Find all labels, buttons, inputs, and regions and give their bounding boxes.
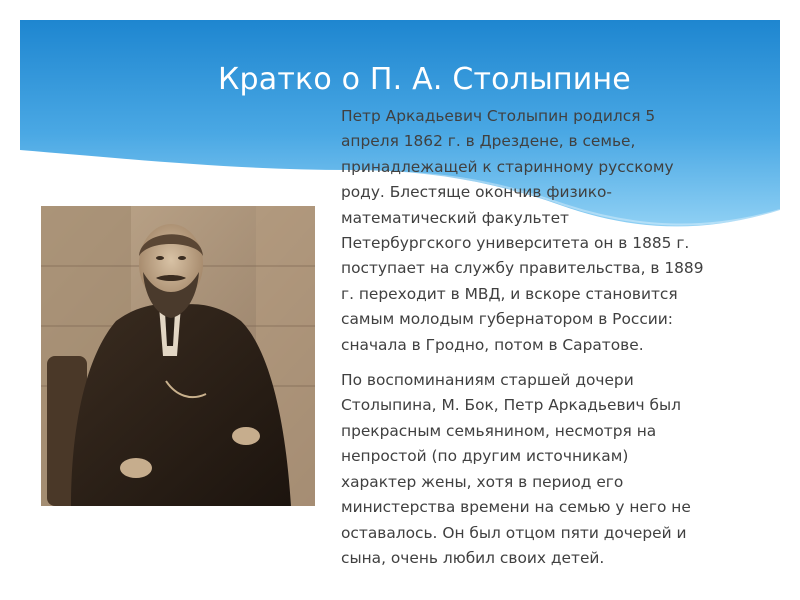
text-line: роду. Блестяще окончив физико-: [341, 183, 612, 202]
text-line: сначала в Гродно, потом в Саратове.: [341, 335, 644, 354]
text-line: непростой (по другим источникам): [341, 447, 629, 466]
text-line: По воспоминаниям старшей дочери: [341, 371, 634, 390]
photo-hand-right: [232, 427, 260, 445]
text-line: сына, очень любил своих детей.: [341, 548, 605, 567]
text-line: принадлежащей к старинному русскому: [341, 157, 674, 176]
text-line: характер жены, хотя в период его: [341, 472, 624, 491]
text-line: г. переходит в МВД, и вскоре становится: [341, 284, 678, 303]
photo-eye-left: [156, 256, 164, 260]
text-line: Петербургского университета он в 1885 г.: [341, 234, 690, 253]
text-line: Петр Аркадьевич Столыпин родился 5: [341, 107, 656, 125]
text-line: оставалось. Он был отцом пяти дочерей и: [341, 523, 687, 542]
text-line: самым молодым губернатором в России:: [341, 310, 673, 329]
body-text: [341, 104, 731, 571]
paragraph-2: [341, 368, 731, 571]
photo-hand-left: [120, 458, 152, 478]
text-line: министерства времени на семью у него не: [341, 498, 691, 517]
text-line: прекрасным семьянином, несмотря на: [341, 421, 657, 440]
paragraph-1: [341, 104, 731, 358]
text-line: Столыпина, М. Бок, Петр Аркадьевич был: [341, 396, 681, 415]
portrait-photo: [41, 206, 315, 506]
photo-eye-right: [178, 256, 186, 260]
text-line: поступает на службу правительства, в 1889: [341, 259, 704, 278]
slide-title: Кратко о П. А. Столыпине: [218, 62, 631, 97]
text-line: математический факультет: [341, 208, 570, 227]
text-line: апреля 1862 г. в Дрездене, в семье,: [341, 132, 636, 151]
